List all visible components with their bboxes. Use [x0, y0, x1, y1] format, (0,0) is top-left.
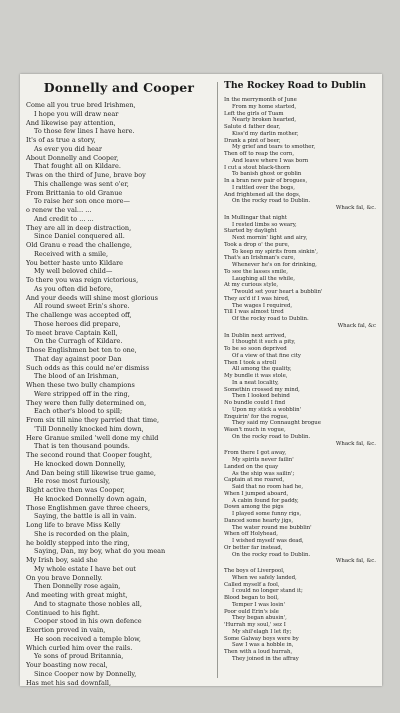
- verse-line: To be so soon deprived: [224, 346, 287, 352]
- verse-line: They said my Connaught brogue: [232, 420, 321, 427]
- verse-line: Here Granue smiled 'well done my child: [26, 433, 159, 442]
- verse-line: And leave where I was born: [232, 157, 309, 164]
- verse-line: When we safely landed,: [232, 574, 297, 581]
- verse-line: Drank a pint of beer,: [224, 137, 281, 144]
- verse-line: To raise her son once more—: [34, 197, 131, 206]
- verse-line: Which curled him over the rails.: [26, 643, 133, 652]
- verse-line: Whack fal, &c.: [335, 558, 376, 565]
- verse-line: Right active then was Cooper,: [26, 486, 125, 494]
- broadside-sheet: [20, 74, 382, 686]
- verse-line: On you brave Donnelly.: [26, 573, 103, 582]
- verse-line: A cabin found for paddy,: [232, 497, 299, 504]
- verse-line: They are all in deep distraction,: [26, 223, 132, 232]
- verse-line: Then Donnelly rose again,: [34, 582, 121, 591]
- verse-line: Called myself a fool,: [224, 581, 280, 588]
- verse-line: o renew the val... ...: [26, 206, 92, 214]
- verse-line: As you often did before,: [34, 284, 113, 293]
- verse-line: Down among the pigs: [224, 504, 284, 511]
- verse-line: He soon received a temple blow,: [34, 634, 141, 643]
- verse-line: And your deeds will shine most glorious: [26, 293, 158, 302]
- verse-line: Then I looked behind: [232, 393, 290, 400]
- verse-line: 'Hurrah my soul,' sez I: [224, 622, 286, 628]
- right-ballad-title: The Rockey Road to Dublin: [224, 80, 366, 91]
- verse-line: Captain at me roared,: [224, 477, 285, 484]
- verse-line: Your boasting now recal,: [26, 661, 108, 669]
- verse-line: Were stripped off in the ring,: [34, 389, 130, 398]
- verse-line: Whack fal, &c.: [335, 205, 376, 211]
- verse-line: Nearly broken hearted,: [232, 117, 297, 124]
- verse-line: My spirits never failin': [232, 457, 294, 463]
- verse-line: I cut a stout black-thorn: [224, 164, 291, 171]
- verse-line: Poor ould Erin's isle: [224, 608, 279, 615]
- verse-line: Exertion proved in vain,: [26, 626, 106, 634]
- verse-line: The water round me bubblin': [232, 524, 312, 531]
- verse-line: From there I got away,: [224, 450, 287, 457]
- verse-line: In Dublin next arrived,: [224, 332, 287, 339]
- verse-line: Somethin crossed my mind,: [224, 386, 300, 393]
- verse-line: Some Galway boys were by: [224, 635, 299, 642]
- verse-line: Whenever he's on for drinking,: [232, 262, 317, 268]
- verse-line: The second round that Cooper fought,: [26, 451, 153, 459]
- ballad-left-column: [26, 80, 212, 686]
- verse-line: Next mornin' light and airy,: [232, 235, 308, 241]
- verse-line: I rested limbs so weary,: [232, 221, 297, 228]
- verse-line: Saying, the battle is all in vain.: [34, 512, 137, 521]
- verse-line: It's of as true a story,: [26, 136, 96, 144]
- verse-line: He knocked Donnelly down again,: [34, 494, 147, 503]
- verse-line: That day against poor Dan: [34, 354, 122, 363]
- verse-line: Come all you true bred Irishmen,: [26, 101, 136, 109]
- verse-line: Of a view of that fine city: [232, 352, 301, 359]
- verse-line: Took a drop o' the pure,: [224, 241, 290, 248]
- verse-line: Those heroes did prepare,: [34, 319, 121, 328]
- verse-line: Or better far instead,: [224, 544, 283, 551]
- verse-line: Old Granu e read the challenge,: [26, 241, 132, 249]
- verse-line: Danced some hearty jigs,: [224, 517, 294, 524]
- verse-line: To banish ghost or goblin: [232, 171, 302, 178]
- verse-line: He knocked down Donnelly,: [34, 459, 126, 468]
- verse-line: And likewise pay attention,: [26, 118, 116, 127]
- verse-line: Those Englishmen bet ten to one,: [26, 346, 137, 354]
- verse-line: Whack fal, &c.: [335, 440, 376, 447]
- verse-line: When off Holyhead,: [224, 531, 278, 538]
- verse-line: Saying, Dan, my boy, what do you mean: [34, 547, 166, 556]
- verse-line: Laughing all the while,: [232, 275, 295, 282]
- left-ballad-verses: [26, 101, 212, 686]
- verse-line: Since Daniel conquered all.: [34, 232, 125, 241]
- verse-line: Said that no room had he,: [232, 484, 304, 490]
- verse-line: Left the girls of Tuam: [224, 110, 284, 117]
- verse-line: When these two bully champions: [26, 381, 135, 389]
- verse-line: She is recorded on the plain,: [34, 529, 130, 538]
- verse-line: Ye sons of proud Britannia,: [34, 652, 124, 661]
- verse-line: From my home started,: [232, 103, 297, 110]
- verse-line: That fought all on Kildare.: [34, 162, 121, 171]
- verse-line: My bundle it was stole,: [224, 373, 288, 379]
- verse-line: They were then fully determined on,: [26, 398, 147, 407]
- verse-line: 'Twould set your heart a bubblin': [232, 289, 323, 295]
- verse-line: My grief and tears to smother,: [232, 144, 316, 151]
- verse-line: The wages I required,: [232, 302, 293, 309]
- verse-line: All among the quality,: [232, 366, 292, 373]
- verse-line: Whack fal, &c: [337, 322, 376, 329]
- verse-line: From Brittania to old Granue: [26, 188, 123, 197]
- verse-line: They joined in the affray: [232, 655, 299, 662]
- verse-line: At my curious style,: [224, 282, 279, 289]
- verse-line: And to stagnate those nobles all,: [34, 599, 142, 608]
- verse-line: On the rocky road to Dublin.: [232, 433, 311, 440]
- verse-line: To keep my spirits from sinkin',: [232, 248, 318, 255]
- verse-line: I hope you will draw near: [34, 109, 119, 118]
- verse-line: Cooper stood in his own defence: [34, 617, 142, 626]
- verse-line: Saw I was a hobble in,: [232, 642, 294, 649]
- verse-line: I played some funny rigs,: [232, 511, 302, 517]
- verse-line: My Irish boy, said she: [26, 556, 98, 564]
- verse-line: Wasn't much in vogue,: [224, 427, 286, 433]
- verse-line: Landed on the quay: [224, 463, 279, 470]
- verse-line: Upon my stick a wobblin': [232, 406, 302, 413]
- verse-line: Received with a smile,: [34, 249, 109, 258]
- verse-line: Continued to his fight.: [26, 608, 100, 617]
- verse-line: In Mullingar that night: [224, 214, 287, 221]
- verse-line: Those Englishmen gave three cheers,: [26, 503, 151, 512]
- verse-line: Blood began to boil,: [224, 595, 279, 601]
- verse-line: Started by daylight: [224, 228, 277, 235]
- verse-line: He rose most furiously,: [34, 477, 111, 486]
- verse-line: No bundle could I find: [224, 400, 286, 406]
- verse-line: They ax'd if I was hired,: [224, 295, 290, 302]
- verse-line: And credit to ... ...: [34, 214, 94, 223]
- verse-line: Then I took a stroll: [224, 359, 277, 366]
- verse-line: To those few lines I have here.: [34, 127, 135, 136]
- verse-line: Temper I was losin': [232, 601, 285, 608]
- verse-line: Long life to brave Miss Kelly: [26, 521, 121, 529]
- verse-line: Enquirin' for the rogue,: [224, 413, 289, 420]
- verse-line: Then with a loud hurrah,: [224, 649, 293, 655]
- verse-line: That's an Irishman's cure,: [224, 255, 296, 262]
- verse-line: Of the rocky road to Dublin.: [232, 316, 309, 322]
- verse-line: As ever you did hear: [34, 144, 102, 153]
- verse-line: When I jumped aboard,: [224, 490, 289, 497]
- verse-line: On the rocky road to Dublin.: [232, 551, 311, 558]
- verse-line: They began abusin',: [232, 615, 287, 622]
- verse-line: Each other's blood to spill;: [34, 407, 123, 416]
- verse-line: And Dan being still likewise true game,: [26, 468, 156, 477]
- verse-line: All round sweet Erin's shore.: [34, 302, 130, 311]
- verse-line: Till I was almost tired: [224, 309, 284, 316]
- verse-line: The boys of Liverpool,: [224, 568, 285, 574]
- verse-line: The challenge was accepted off,: [26, 311, 132, 319]
- verse-line: Twas on the third of June, brave boy: [26, 171, 146, 179]
- verse-line: I could no longer stand it;: [232, 588, 303, 595]
- verse-line: My well beloved child—: [34, 267, 113, 276]
- verse-line: I rattled over the bogs,: [232, 184, 295, 191]
- ballad-right-column: [224, 80, 378, 663]
- verse-line: This challenge was sent o'er,: [34, 179, 129, 188]
- verse-line: he boldly stepped into the ring,: [26, 538, 130, 547]
- verse-line: To there you was reign victorious,: [26, 276, 139, 284]
- verse-line: Has met his sad downfall,: [26, 678, 112, 686]
- verse-line: Since Cooper now by Donnelly,: [34, 669, 137, 678]
- verse-line: On the rocky road to Dublin.: [232, 198, 311, 205]
- verse-line: I thought it such a pity,: [232, 339, 296, 346]
- verse-line: And frightened all the dogs,: [224, 191, 301, 198]
- right-ballad-verses: [224, 97, 378, 663]
- verse-line: Kiss'd my darlin mother,: [232, 130, 299, 137]
- verse-line: Salute d father dear,: [224, 124, 281, 130]
- verse-line: 'Till Donnelly knocked him down,: [34, 424, 144, 433]
- verse-line: I wished myself was dead,: [232, 538, 304, 544]
- verse-line: To meet brave Captain Kell,: [26, 328, 118, 337]
- verse-line: Such odds as this could ne'er dismiss: [26, 363, 150, 372]
- verse-line: And meeting with great might,: [26, 591, 128, 599]
- verse-line: On the Curragh of Kildare.: [34, 337, 123, 346]
- verse-line: From six till nine they parried that time,: [26, 416, 160, 424]
- verse-line: In a bran new pair of brogues,: [224, 178, 308, 184]
- verse-line: About Donnelly and Cooper,: [26, 153, 119, 162]
- verse-line: That is ten thousand pounds.: [34, 442, 130, 451]
- column-divider: [217, 82, 218, 678]
- verse-line: As the ship was sailin';: [232, 470, 295, 477]
- verse-line: The blood of an Irishman,: [34, 372, 119, 381]
- verse-line: My whole estate I have bet out: [34, 564, 136, 573]
- verse-line: You better haste unto Kildare: [26, 258, 124, 267]
- verse-line: In a neat locality,: [232, 379, 279, 386]
- left-ballad-title: Donnelly and Cooper: [43, 80, 195, 95]
- verse-line: To see the lasses smile,: [224, 268, 288, 275]
- verse-line: In the merrymonth of June: [224, 97, 297, 103]
- verse-line: My shil'elagh I let fly;: [232, 628, 292, 635]
- verse-line: Then off to reap the corn,: [224, 151, 295, 157]
